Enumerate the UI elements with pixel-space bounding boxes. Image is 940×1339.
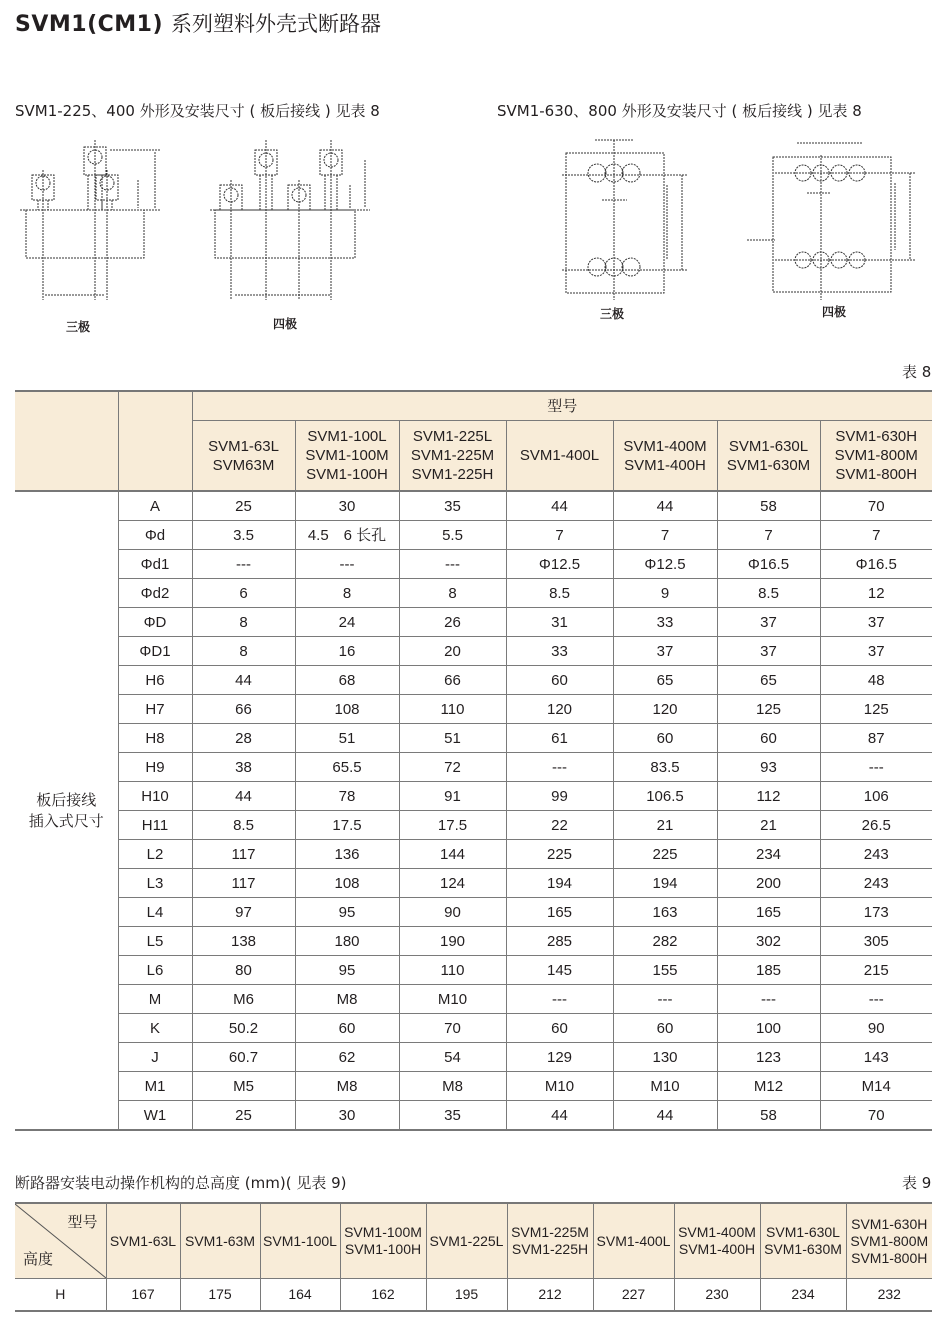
table8-value-cell: 7 [506, 521, 613, 550]
table8-value-cell: 9 [613, 579, 717, 608]
table8-value-cell: 26.5 [820, 811, 932, 840]
table9-value-cell: 162 [340, 1279, 426, 1312]
table8-param-cell: Φd2 [118, 579, 192, 608]
corner-height-label: 高度 [23, 1250, 54, 1268]
table8-value-cell: 4.5 6 长孔 [295, 521, 399, 550]
table8-value-cell: 44 [506, 1101, 613, 1131]
table8-value-cell: M10 [506, 1072, 613, 1101]
model-name: SVM1-225M [410, 447, 495, 464]
table8-value-cell: 58 [717, 491, 820, 521]
table8-param-header [118, 391, 192, 491]
model-name: SVM1-400M [623, 437, 707, 455]
table8-row [15, 956, 932, 985]
table8-row [15, 579, 932, 608]
model-name: SVM1-800H [835, 466, 918, 483]
table8-value-cell: 65 [613, 666, 717, 695]
table8-value-cell: 60 [717, 724, 820, 753]
table8-value-cell: 35 [399, 1101, 506, 1131]
table8-value-cell: 60 [295, 1014, 399, 1043]
table8-value-cell: 282 [613, 927, 717, 956]
table8-param-cell: J [118, 1043, 192, 1072]
table8-value-cell: 44 [613, 1101, 717, 1131]
table8-row [15, 550, 932, 579]
table8-value-cell: 106 [820, 782, 932, 811]
table8-param-cell: H11 [118, 811, 192, 840]
table8-value-cell: 25 [192, 491, 295, 521]
table8-value-cell: 70 [820, 1101, 932, 1131]
table8-value-cell: --- [399, 550, 506, 579]
table8-row [15, 521, 932, 550]
table8-value-cell: 38 [192, 753, 295, 782]
model-name: SVM1-100H [306, 466, 388, 483]
table8-param-cell: L5 [118, 927, 192, 956]
table9-value-cell: 175 [180, 1279, 260, 1312]
side-label-line1: 板后接线 [36, 791, 97, 809]
table8-value-cell: 48 [820, 666, 932, 695]
table8-model-group-header: 型号 [192, 391, 932, 421]
table9-value-cell: 212 [507, 1279, 593, 1312]
table8-param-cell: ΦD [118, 608, 192, 637]
table8-value-cell: 68 [295, 666, 399, 695]
table8-value-cell: 8.5 [717, 579, 820, 608]
model-name: SVM1-63L [208, 437, 279, 455]
model-name: SVM1-630L [728, 437, 809, 455]
table8-column-header [820, 421, 932, 492]
model-name: SVM1-630L [766, 1224, 840, 1240]
table8-value-cell: 194 [506, 869, 613, 898]
table8-row [15, 753, 932, 782]
table8-row [15, 811, 932, 840]
table8-value-cell: 21 [717, 811, 820, 840]
table8-param-cell: H8 [118, 724, 192, 753]
table8-value-cell: 99 [506, 782, 613, 811]
table8-value-cell: 80 [192, 956, 295, 985]
table8-value-cell: 12 [820, 579, 932, 608]
table8-value-cell: 112 [717, 782, 820, 811]
table9-column-header [507, 1203, 593, 1279]
table8-value-cell: 6 [192, 579, 295, 608]
table8-value-cell: 17.5 [399, 811, 506, 840]
model-name: SVM1-100H [344, 1241, 422, 1257]
table8-value-cell: 165 [717, 898, 820, 927]
table8-row [15, 869, 932, 898]
table8-value-cell: 58 [717, 1101, 820, 1131]
table8-value-cell: 200 [717, 869, 820, 898]
table8-row [15, 608, 932, 637]
table8-value-cell: 60 [506, 666, 613, 695]
model-name: SVM1-400M [678, 1224, 756, 1240]
table8-param-cell: M [118, 985, 192, 1014]
table8-param-cell: M1 [118, 1072, 192, 1101]
table8-value-cell: M8 [399, 1072, 506, 1101]
table9-value-cell: 167 [106, 1279, 180, 1312]
table8-value-cell: M10 [613, 1072, 717, 1101]
table8-value-cell: 234 [717, 840, 820, 869]
table8-param-cell: L6 [118, 956, 192, 985]
table8-value-cell: 285 [506, 927, 613, 956]
table8-value-cell: 305 [820, 927, 932, 956]
four-pole-label-630: 四极 [822, 305, 847, 319]
table8-value-cell: 28 [192, 724, 295, 753]
table8-value-cell: 143 [820, 1043, 932, 1072]
table8-value-cell: 62 [295, 1043, 399, 1072]
table8-row [15, 985, 932, 1014]
table8-value-cell: 5.5 [399, 521, 506, 550]
table8-value-cell: 145 [506, 956, 613, 985]
table8-value-cell: --- [506, 753, 613, 782]
table8-value-cell: 8 [399, 579, 506, 608]
table8-column-header [613, 421, 717, 492]
table8-value-cell: 72 [399, 753, 506, 782]
table8-value-cell: 25 [192, 1101, 295, 1131]
table9-label: 表 9 [902, 1174, 932, 1192]
table8-value-cell: 60 [613, 1014, 717, 1043]
table8-value-cell: 144 [399, 840, 506, 869]
model-name: SVM1-225L [412, 428, 493, 445]
corner-model-label: 型号 [67, 1213, 98, 1231]
table8-value-cell: 66 [399, 666, 506, 695]
table8-value-cell: M8 [295, 1072, 399, 1101]
table9-column-header [426, 1203, 507, 1279]
table8-param-cell: K [118, 1014, 192, 1043]
model-name: SVM63M [212, 456, 275, 474]
model-name: SVM1-225M [511, 1224, 589, 1240]
table8-param-cell: ΦD1 [118, 637, 192, 666]
table8-value-cell: 51 [399, 724, 506, 753]
table8-value-cell: 194 [613, 869, 717, 898]
model-name: SVM1-63M [184, 1232, 256, 1249]
page-title [15, 8, 381, 38]
table8-value-cell: 130 [613, 1043, 717, 1072]
table8-row [15, 1101, 932, 1131]
table8-value-cell: 106.5 [613, 782, 717, 811]
table8-value-cell: 97 [192, 898, 295, 927]
table8-value-cell: 8.5 [192, 811, 295, 840]
table8-value-cell: 243 [820, 840, 932, 869]
table8-value-cell: 26 [399, 608, 506, 637]
table8-value-cell: 90 [399, 898, 506, 927]
title-name: 系列塑料外壳式断路器 [171, 12, 382, 36]
table8-value-cell: 7 [820, 521, 932, 550]
model-name: SVM1-400L [519, 447, 600, 464]
table8-value-cell: --- [717, 985, 820, 1014]
table8-value-cell: M14 [820, 1072, 932, 1101]
model-name: SVM1-800M [834, 447, 918, 464]
table8-value-cell: 54 [399, 1043, 506, 1072]
table9-column-header [106, 1203, 180, 1279]
table8-value-cell: 37 [613, 637, 717, 666]
table9-value-row [15, 1279, 932, 1312]
table8-value-cell: 60 [613, 724, 717, 753]
table8-value-cell: 21 [613, 811, 717, 840]
table8-value-cell: 51 [295, 724, 399, 753]
table8-row [15, 637, 932, 666]
model-name: SVM1-800M [850, 1232, 929, 1249]
right-drawing-caption: SVM1-630、800 外形及安装尺寸 ( 板后接线 ) 见表 8 [497, 102, 862, 120]
table8-column-header [399, 421, 506, 492]
table8-param-cell: W1 [118, 1101, 192, 1131]
table8-value-cell: Φ16.5 [717, 550, 820, 579]
table8-value-cell: 243 [820, 869, 932, 898]
table8-param-cell: H6 [118, 666, 192, 695]
model-name: SVM1-225H [411, 466, 494, 483]
table8-column-header [295, 421, 399, 492]
table8-value-cell: M6 [192, 985, 295, 1014]
table8-value-cell: 44 [506, 491, 613, 521]
table8-value-cell: 165 [506, 898, 613, 927]
table8-row [15, 927, 932, 956]
model-name: SVM1-225H [511, 1241, 589, 1257]
four-pole-label: 四极 [273, 317, 298, 331]
table8-value-cell: 30 [295, 1101, 399, 1131]
table8-value-cell: 125 [717, 695, 820, 724]
table8-value-cell: 117 [192, 840, 295, 869]
model-name: SVM1-630M [764, 1241, 842, 1257]
model-name: SVM1-400H [678, 1241, 756, 1257]
table9-value-cell: 232 [846, 1279, 932, 1312]
table8-value-cell: 87 [820, 724, 932, 753]
table8-param-cell: H9 [118, 753, 192, 782]
model-name: SVM1-225L [429, 1232, 504, 1249]
model-name: SVM1-800H [851, 1249, 928, 1266]
table8-value-cell: 93 [717, 753, 820, 782]
table8-column-header [192, 421, 295, 492]
table8-value-cell: M12 [717, 1072, 820, 1101]
table8-value-cell: 8.5 [506, 579, 613, 608]
model-name: SVM1-100M [344, 1224, 422, 1240]
table8-value-cell: 7 [613, 521, 717, 550]
table8-value-cell: 7 [717, 521, 820, 550]
table8-value-cell: 215 [820, 956, 932, 985]
table8-value-cell: 22 [506, 811, 613, 840]
table8-value-cell: 100 [717, 1014, 820, 1043]
model-name: SVM1-630H [835, 428, 918, 445]
table8-row [15, 666, 932, 695]
drawing-630-800-four-pole [745, 135, 920, 305]
table8-value-cell: 185 [717, 956, 820, 985]
table8-value-cell: 302 [717, 927, 820, 956]
table8-value-cell: Φ16.5 [820, 550, 932, 579]
table9-column-header [260, 1203, 340, 1279]
table9-header-row [15, 1203, 932, 1279]
table8-value-cell: 35 [399, 491, 506, 521]
table8-value-cell: 44 [192, 666, 295, 695]
table8-value-cell: 180 [295, 927, 399, 956]
table8-value-cell: 129 [506, 1043, 613, 1072]
table8-value-cell: 8 [192, 637, 295, 666]
table8-value-cell: --- [295, 550, 399, 579]
table8-value-cell: 37 [820, 637, 932, 666]
table8-value-cell: 90 [820, 1014, 932, 1043]
table8-value-cell: 60 [506, 1014, 613, 1043]
table9-value-cell: 164 [260, 1279, 340, 1312]
table8-row [15, 724, 932, 753]
table8-value-cell: Φ12.5 [613, 550, 717, 579]
table8-row [15, 782, 932, 811]
model-name: SVM1-100L [263, 1232, 337, 1249]
table8-value-cell: 138 [192, 927, 295, 956]
table8-param-cell: L2 [118, 840, 192, 869]
table8-value-cell: 61 [506, 724, 613, 753]
table8-value-cell: 125 [820, 695, 932, 724]
table8-value-cell: --- [506, 985, 613, 1014]
table8-value-cell: Φ12.5 [506, 550, 613, 579]
table9-value-cell: 234 [760, 1279, 846, 1312]
table8-param-cell: Φd [118, 521, 192, 550]
table8-row [15, 1014, 932, 1043]
table8-param-cell: A [118, 491, 192, 521]
table9-column-header [340, 1203, 426, 1279]
table8-value-cell: 120 [613, 695, 717, 724]
drawing-225-400-three-pole [20, 140, 170, 310]
table8-param-cell: Φd1 [118, 550, 192, 579]
table8-value-cell: M5 [192, 1072, 295, 1101]
table8-value-cell: 155 [613, 956, 717, 985]
model-name: SVM1-400L [596, 1232, 671, 1249]
table8-value-cell: 70 [820, 491, 932, 521]
table9-column-header [180, 1203, 260, 1279]
table8-value-cell: 70 [399, 1014, 506, 1043]
model-name: SVM1-400H [624, 456, 706, 474]
drawing-225-400-four-pole [210, 140, 375, 310]
table9-row-label: H [15, 1279, 106, 1312]
side-label-line2: 插入式尺寸 [28, 812, 104, 830]
table8-value-cell: 37 [717, 637, 820, 666]
table8-value-cell: 44 [613, 491, 717, 521]
table8-column-header [717, 421, 820, 492]
table8-value-cell: 31 [506, 608, 613, 637]
table8-value-cell: 117 [192, 869, 295, 898]
table8-row [15, 1043, 932, 1072]
table8-value-cell: --- [820, 985, 932, 1014]
table8-value-cell: 8 [192, 608, 295, 637]
table8-value-cell: 44 [192, 782, 295, 811]
model-name: SVM1-100M [305, 447, 389, 464]
table8-row [15, 840, 932, 869]
table8-value-cell: 190 [399, 927, 506, 956]
title-model: SVM1(CM1) [15, 12, 164, 37]
table8-row [15, 695, 932, 724]
table8-value-cell: 37 [717, 608, 820, 637]
three-pole-label: 三极 [66, 320, 91, 334]
table9-column-header [846, 1203, 932, 1279]
table9-total-height [15, 1202, 932, 1312]
table8-value-cell: 123 [717, 1043, 820, 1072]
table8-value-cell: 110 [399, 695, 506, 724]
table8-column-header [506, 421, 613, 492]
table8-value-cell: --- [192, 550, 295, 579]
table8-corner-cell [15, 391, 118, 491]
table8-value-cell: 120 [506, 695, 613, 724]
table8-value-cell: 24 [295, 608, 399, 637]
table8-value-cell: 225 [506, 840, 613, 869]
table9-column-header [593, 1203, 674, 1279]
model-name: SVM1-100L [307, 428, 387, 445]
table8-value-cell: 95 [295, 898, 399, 927]
table8-param-cell: L3 [118, 869, 192, 898]
table8-header-row [15, 391, 932, 421]
table8-param-cell: H10 [118, 782, 192, 811]
table8-value-cell: 30 [295, 491, 399, 521]
table8-row [15, 1072, 932, 1101]
table8-value-cell: 108 [295, 695, 399, 724]
table8-value-cell: 78 [295, 782, 399, 811]
table8-value-cell: 50.2 [192, 1014, 295, 1043]
table8-value-cell: 163 [613, 898, 717, 927]
model-name: SVM1-630M [726, 456, 811, 474]
table8-value-cell: 65.5 [295, 753, 399, 782]
table8-value-cell: 65 [717, 666, 820, 695]
table8-dimensions [15, 390, 932, 1131]
table8-label: 表 8 [902, 363, 932, 381]
table8-value-cell: M10 [399, 985, 506, 1014]
table8-row [15, 491, 932, 521]
table8-value-cell: --- [613, 985, 717, 1014]
three-pole-label-630: 三极 [600, 307, 625, 321]
table8-value-cell: 37 [820, 608, 932, 637]
table8-value-cell: 8 [295, 579, 399, 608]
table8-value-cell: 66 [192, 695, 295, 724]
table9-column-header [760, 1203, 846, 1279]
table8-value-cell: 20 [399, 637, 506, 666]
table8-value-cell: 33 [506, 637, 613, 666]
table9-corner-cell [15, 1203, 106, 1279]
table8-value-cell: --- [820, 753, 932, 782]
table8-value-cell: 60.7 [192, 1043, 295, 1072]
table9-value-cell: 195 [426, 1279, 507, 1312]
table8-value-cell: 124 [399, 869, 506, 898]
table8-value-cell: M8 [295, 985, 399, 1014]
table8-value-cell: 83.5 [613, 753, 717, 782]
table8-value-cell: 3.5 [192, 521, 295, 550]
table8-value-cell: 225 [613, 840, 717, 869]
table8-value-cell: 136 [295, 840, 399, 869]
model-name: SVM1-63L [109, 1232, 177, 1249]
table9-value-cell: 227 [593, 1279, 674, 1312]
table8-value-cell: 108 [295, 869, 399, 898]
table8-value-cell: 95 [295, 956, 399, 985]
table8-param-cell: H7 [118, 695, 192, 724]
model-name: SVM1-630H [851, 1215, 928, 1232]
table8-value-cell: 91 [399, 782, 506, 811]
table8-side-label [15, 491, 118, 1130]
table8-value-cell: 33 [613, 608, 717, 637]
left-drawing-caption: SVM1-225、400 外形及安装尺寸 ( 板后接线 ) 见表 8 [15, 102, 380, 120]
table8-value-cell: 17.5 [295, 811, 399, 840]
table8-value-cell: 16 [295, 637, 399, 666]
drawing-630-800-three-pole [562, 135, 692, 305]
table9-value-cell: 230 [674, 1279, 760, 1312]
table8-param-cell: L4 [118, 898, 192, 927]
table8-value-cell: 173 [820, 898, 932, 927]
table8-value-cell: 110 [399, 956, 506, 985]
table9-caption: 断路器安装电动操作机构的总高度 (mm)( 见表 9) [15, 1174, 347, 1192]
table9-column-header [674, 1203, 760, 1279]
table8-row [15, 898, 932, 927]
